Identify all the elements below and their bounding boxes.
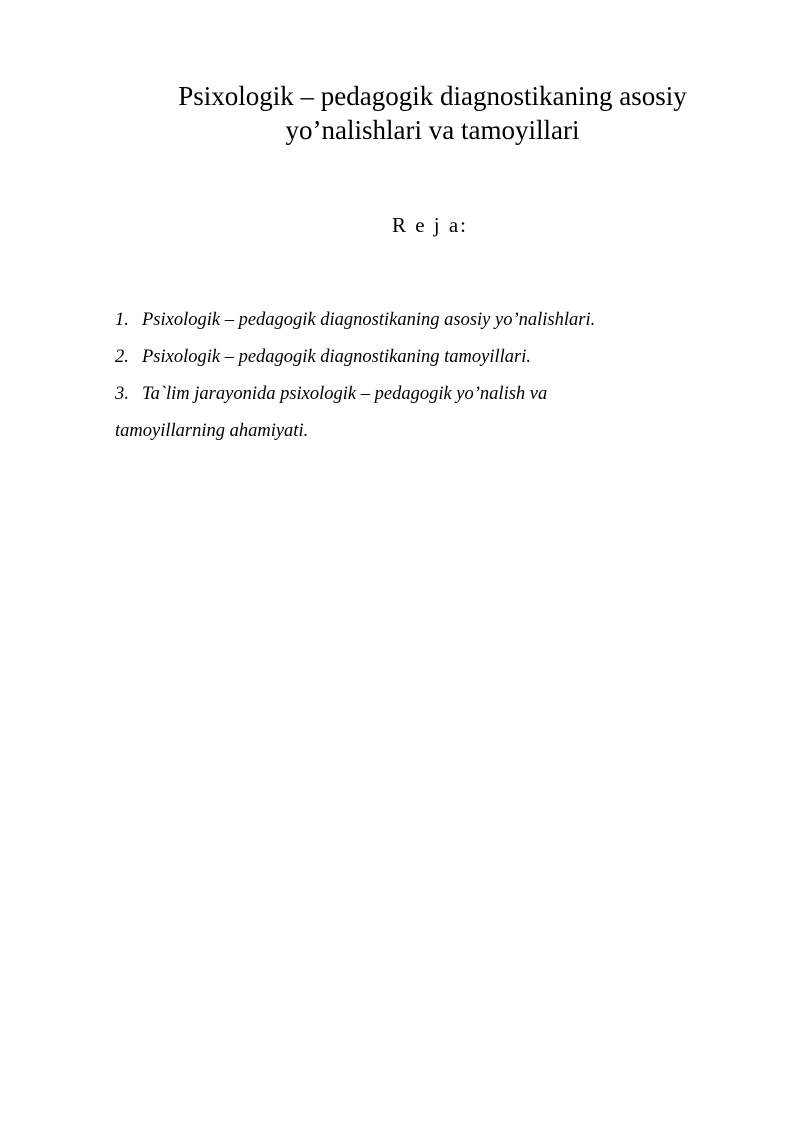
plan-item-number: 1. bbox=[115, 310, 129, 330]
plan-item-text: Psixologik – pedagogik diagnostikaning asosiy yo’nalishlari. bbox=[142, 310, 596, 330]
plan-item-3-continuation: tamoyillarning ahamiyati. bbox=[115, 421, 309, 441]
plan-list bbox=[115, 302, 715, 450]
plan-item-text: Psixologik – pedagogik diagnostikaning tamoyillari. bbox=[142, 347, 531, 367]
plan-item-1 bbox=[115, 302, 715, 339]
plan-heading: R e j a: bbox=[391, 213, 469, 237]
title-line-2: yo’nalishlari va tamoyillari bbox=[285, 115, 580, 145]
plan-item-number: 3. bbox=[115, 384, 129, 404]
plan-item-3 bbox=[115, 376, 715, 413]
plan-item-number: 2. bbox=[115, 347, 129, 367]
plan-item-2 bbox=[115, 339, 715, 376]
plan-item-text: Ta`lim jarayonida psixologik – pedagogik yo’nalish va bbox=[142, 384, 548, 404]
document-title bbox=[110, 79, 755, 147]
title-line-1: Psixologik – pedagogik diagnostikaning asosiy bbox=[178, 81, 687, 111]
